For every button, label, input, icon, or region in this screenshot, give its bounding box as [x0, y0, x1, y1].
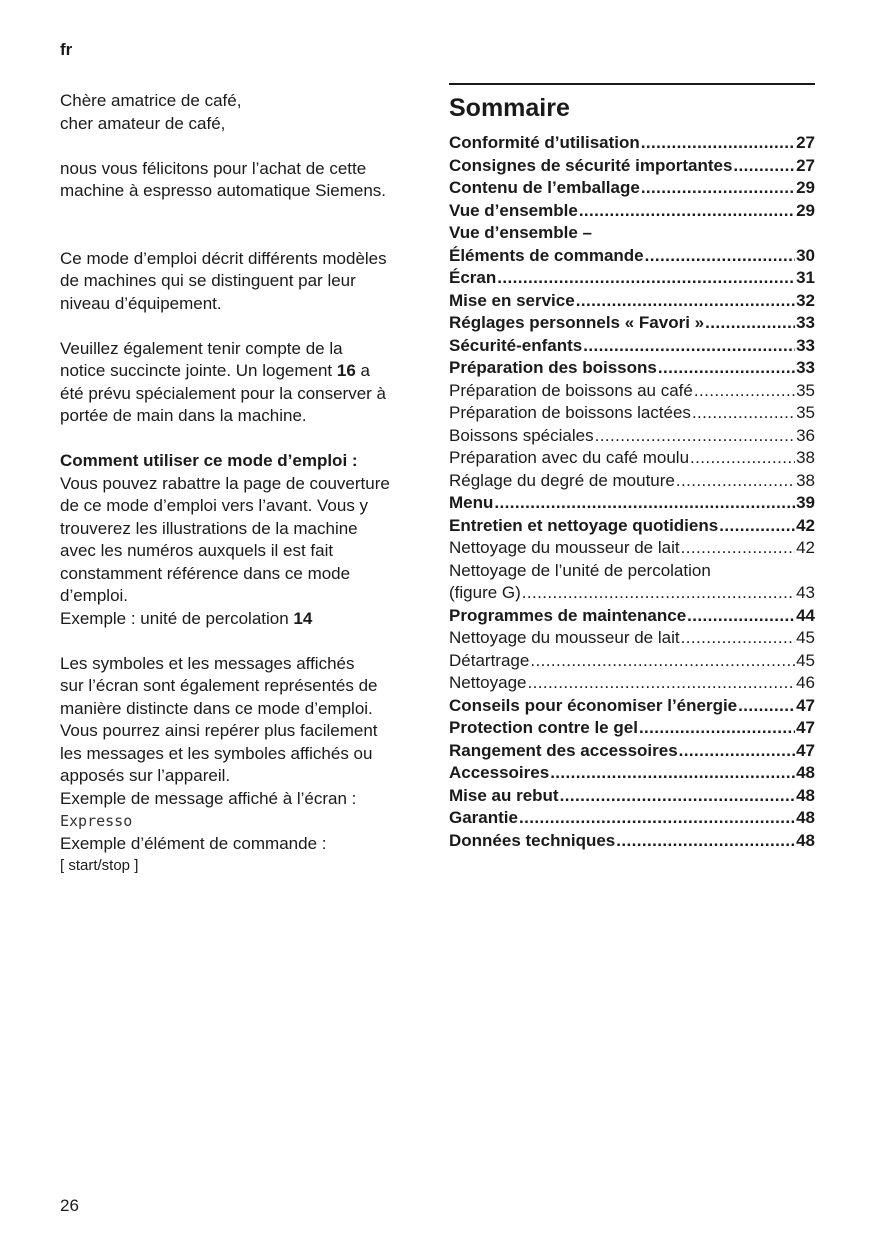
- toc-entry-label: Menu: [449, 493, 494, 512]
- toc-entry[interactable]: [449, 290, 815, 313]
- toc-entry-label: Préparation de boissons au café: [449, 380, 693, 400]
- dot-leader: [692, 402, 795, 425]
- symbols-text: Vous pourrez ainsi repérer plus facilement: [60, 721, 378, 740]
- toc-entry-label: Accessoires: [449, 763, 550, 782]
- toc-entry-label: Mise en service: [449, 290, 575, 310]
- dot-leader: [550, 762, 795, 785]
- reference-number: 16: [336, 361, 356, 380]
- toc-entry-page: 30: [796, 245, 815, 265]
- toc-entry[interactable]: [449, 807, 815, 830]
- page-number: 26: [60, 1196, 79, 1215]
- toc-entry-page: 46: [796, 673, 815, 692]
- toc-entry-label: Nettoyage du mousseur de lait: [449, 538, 680, 557]
- toc-entry[interactable]: [449, 672, 815, 695]
- toc-entry-page: 27: [796, 133, 815, 152]
- toc-entry-label: Préparation des boissons: [449, 358, 657, 377]
- intro-text: notice succincte jointe. Un logement 16 a: [60, 361, 370, 380]
- symbols-text: sur l’écran sont également représentés de: [60, 676, 378, 695]
- toc-entry[interactable]: [449, 267, 815, 290]
- title-rule: [449, 83, 815, 85]
- dot-leader: [681, 537, 795, 560]
- toc-entry-label: Garantie: [449, 808, 518, 827]
- dot-leader: [733, 155, 795, 178]
- toc-entry[interactable]: [449, 200, 815, 223]
- toc-entry[interactable]: [449, 762, 815, 785]
- toc-entry-label: Écran: [449, 268, 497, 287]
- toc-entry-page: 38: [796, 470, 815, 490]
- toc-title: Sommaire: [449, 94, 570, 122]
- intro-text: été prévu spécialement pour la conserver à: [60, 383, 387, 403]
- dot-leader: [560, 785, 795, 808]
- intro-text: Veuillez également tenir compte de la: [60, 338, 343, 358]
- toc-entry-label: Conformité d’utilisation: [449, 133, 640, 152]
- toc-entry-page: 38: [796, 448, 815, 467]
- dot-leader: [641, 132, 795, 155]
- example-line: Exemple d’élément de commande :: [60, 833, 327, 853]
- usage-text: d’emploi.: [60, 586, 129, 605]
- dot-leader: [645, 245, 795, 268]
- usage-heading: Comment utiliser ce mode d’emploi :: [60, 451, 358, 470]
- intro-text: portée de main dans la machine.: [60, 406, 307, 425]
- table-of-contents: [449, 83, 815, 852]
- toc-entry-label: Nettoyage: [449, 673, 527, 692]
- dot-leader: [528, 672, 796, 695]
- toc-entry-page: 47: [796, 740, 815, 760]
- language-code: fr: [60, 40, 73, 59]
- toc-entry-label: Consignes de sécurité importantes: [449, 155, 733, 175]
- symbols-text: Les symboles et les messages affichés: [60, 653, 355, 673]
- toc-entry-page: 48: [796, 763, 815, 782]
- toc-entry-page: 33: [796, 335, 815, 355]
- toc-entry-page: 42: [796, 538, 815, 557]
- toc-entry[interactable]: [449, 312, 815, 335]
- toc-entry-label: Nettoyage de l’unité de percolation: [449, 560, 711, 580]
- control-element-example: [ start/stop ]: [60, 857, 139, 874]
- dot-leader: [519, 807, 795, 830]
- toc-entry[interactable]: [449, 155, 815, 178]
- toc-entry-label: Éléments de commande: [449, 245, 644, 265]
- example-line: Exemple : unité de percolation 14: [60, 608, 313, 628]
- toc-entry[interactable]: [449, 357, 815, 380]
- toc-entry-label: Contenu de l’emballage: [449, 178, 640, 197]
- toc-entry-label: Détartrage: [449, 650, 530, 670]
- dot-leader: [679, 740, 795, 763]
- dot-leader: [738, 695, 795, 718]
- toc-entry[interactable]: [449, 492, 815, 515]
- toc-entry-label: (figure G): [449, 583, 521, 602]
- toc-entry[interactable]: [449, 605, 815, 628]
- dot-leader: [719, 515, 795, 538]
- dot-leader: [497, 267, 795, 290]
- usage-text: Vous pouvez rabattre la page de couverture: [60, 473, 390, 493]
- toc-entry[interactable]: [449, 335, 815, 358]
- dot-leader: [687, 605, 795, 628]
- toc-entry-page: 48: [796, 785, 815, 805]
- toc-entry-label: Vue d’ensemble –: [449, 223, 592, 242]
- toc-entry[interactable]: [449, 177, 815, 200]
- dot-leader: [494, 492, 795, 515]
- dot-leader: [595, 425, 796, 448]
- dot-leader: [705, 312, 795, 335]
- toc-entry-page: 35: [796, 403, 815, 422]
- toc-entry[interactable]: [449, 537, 815, 560]
- toc-entry-label: Entretien et nettoyage quotidiens: [449, 515, 719, 535]
- toc-entry[interactable]: [449, 470, 815, 493]
- toc-entry[interactable]: [449, 695, 815, 718]
- toc-entry-label: Programmes de maintenance: [449, 605, 687, 625]
- toc-list: [449, 132, 815, 852]
- dot-leader: [576, 290, 795, 313]
- toc-entry-page: 33: [796, 358, 815, 377]
- toc-entry-page: 31: [796, 268, 815, 287]
- toc-entry-page: 35: [796, 380, 815, 400]
- dot-leader: [690, 447, 795, 470]
- dot-leader: [681, 627, 795, 650]
- toc-entry[interactable]: [449, 515, 815, 538]
- greeting-line: Chère amatrice de café,: [60, 91, 242, 110]
- toc-entry-page: 45: [796, 650, 815, 670]
- toc-entry-page: 27: [796, 155, 815, 175]
- intro-column: [60, 90, 425, 878]
- toc-entry-label: Sécurité-enfants: [449, 335, 583, 355]
- toc-entry[interactable]: [449, 380, 815, 403]
- dot-leader: [579, 200, 795, 223]
- toc-entry-label: Réglages personnels « Favori »: [449, 313, 705, 332]
- intro-text: niveau d’équipement.: [60, 293, 222, 313]
- intro-text: de machines qui se distinguent par leur: [60, 271, 356, 290]
- example-line: Exemple de message affiché à l’écran :: [60, 788, 357, 808]
- symbols-text: les messages et les symboles affichés ou: [60, 743, 373, 763]
- toc-entry-page: 39: [796, 493, 815, 512]
- toc-entry-page: 29: [796, 178, 815, 197]
- toc-entry[interactable]: [449, 582, 815, 605]
- intro-text: nous vous félicitons pour l’achat de cette: [60, 158, 367, 178]
- toc-entry-label: Mise au rebut: [449, 785, 559, 805]
- usage-text: de ce mode d’emploi vers l’avant. Vous y: [60, 496, 369, 515]
- toc-entry-page: 43: [796, 583, 815, 602]
- toc-entry-page: 42: [796, 515, 815, 535]
- toc-entry-page: 47: [796, 718, 815, 737]
- toc-entry-label: Nettoyage du mousseur de lait: [449, 628, 680, 647]
- toc-entry[interactable]: [449, 627, 815, 650]
- toc-entry-page: 44: [796, 605, 815, 625]
- toc-entry-page: 47: [796, 695, 815, 715]
- toc-entry-page: 48: [796, 830, 815, 850]
- toc-entry-label: Vue d’ensemble: [449, 200, 578, 220]
- toc-entry[interactable]: [449, 425, 815, 448]
- display-message-example: Expresso: [60, 812, 133, 830]
- intro-text: machine à espresso automatique Siemens.: [60, 181, 387, 200]
- dot-leader: [658, 357, 795, 380]
- dot-leader: [522, 582, 795, 605]
- toc-entry-label: Conseils pour économiser l’énergie: [449, 695, 738, 715]
- toc-entry-page: 36: [796, 425, 815, 445]
- dot-leader: [583, 335, 795, 358]
- reference-number: 14: [293, 608, 313, 628]
- dot-leader: [616, 830, 795, 853]
- greeting-line: cher amateur de café,: [60, 113, 226, 133]
- symbols-text: manière distincte dans ce mode d’emploi.: [60, 698, 373, 718]
- symbols-text: apposés sur l’appareil.: [60, 766, 231, 785]
- usage-text: trouverez les illustrations de la machine: [60, 518, 358, 538]
- dot-leader: [639, 717, 795, 740]
- toc-entry[interactable]: [449, 717, 815, 740]
- toc-entry[interactable]: [449, 447, 815, 470]
- toc-entry[interactable]: [449, 402, 815, 425]
- toc-entry-label: Données techniques: [449, 830, 616, 850]
- intro-text: Ce mode d’emploi décrit différents modèles: [60, 248, 387, 268]
- toc-entry-label: Préparation avec du café moulu: [449, 448, 690, 467]
- toc-entry-page: 45: [796, 628, 815, 647]
- toc-entry-label: Préparation de boissons lactées: [449, 403, 691, 422]
- toc-entry[interactable]: [449, 650, 815, 673]
- dot-leader: [676, 470, 795, 493]
- toc-entry-label: Boissons spéciales: [449, 425, 594, 445]
- dot-leader: [641, 177, 795, 200]
- toc-entry[interactable]: [449, 830, 815, 853]
- usage-text: constamment référence dans ce mode: [60, 563, 351, 583]
- toc-entry-label: Réglage du degré de mouture: [449, 470, 675, 490]
- toc-entry[interactable]: [449, 740, 815, 763]
- dot-leader: [694, 380, 795, 403]
- toc-entry-page: 48: [796, 808, 815, 827]
- toc-entry[interactable]: [449, 785, 815, 808]
- toc-entry-label: Rangement des accessoires: [449, 740, 678, 760]
- dot-leader: [530, 650, 795, 673]
- toc-entry-page: 32: [796, 290, 815, 310]
- toc-entry[interactable]: [449, 245, 815, 268]
- toc-entry[interactable]: [449, 132, 815, 155]
- toc-entry-label: Protection contre le gel: [449, 718, 638, 737]
- toc-entry-page: 33: [796, 313, 815, 332]
- usage-text: avec les numéros auxquels il est fait: [60, 541, 334, 560]
- toc-entry-page: 29: [796, 200, 815, 220]
